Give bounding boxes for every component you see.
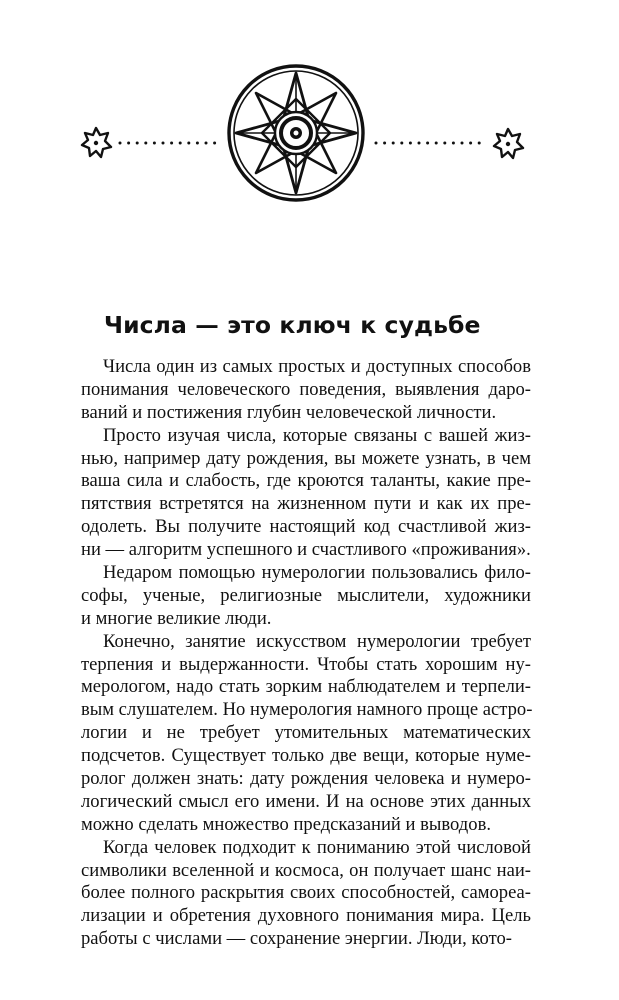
- text-line: мерологом, надо стать зорким наблюдателем и терпели-: [81, 676, 531, 698]
- ornament-dot: [127, 142, 130, 145]
- ornament-dot: [179, 142, 182, 145]
- text-line: ни — алгоритм успешного и счастливого «проживания».: [81, 539, 531, 561]
- text-line: Конечно, занятие искусством нумерологии требует: [103, 630, 531, 652]
- text-line: подсчетов. Существует только две вещи, которые нуме-: [81, 745, 531, 767]
- ornament-dot: [426, 142, 429, 145]
- ornament-dot: [144, 142, 147, 145]
- ornament-dot: [400, 142, 403, 145]
- header-ornament: [0, 0, 619, 240]
- ornament-dot: [196, 142, 199, 145]
- text-line: ролог должен знать: дату рождения человека и нумеро-: [81, 768, 531, 790]
- text-line: терпения и выдержанности. Чтобы стать хорошим ну-: [81, 653, 531, 675]
- ornament-dot: [435, 142, 438, 145]
- text-line: понимания человеческого поведения, выявления даро-: [81, 378, 531, 400]
- star-icon-left: [82, 128, 111, 157]
- ornament-dot: [409, 142, 412, 145]
- text-line: Числа один из самых простых и доступных способов: [103, 356, 531, 377]
- text-line: можно сделать множество предсказаний и выводов.: [81, 813, 491, 835]
- ornament-dot: [162, 142, 165, 145]
- ornament-dot: [187, 142, 190, 145]
- text-line: символики вселенной и космоса, он получает шанс наи-: [81, 859, 531, 881]
- ornament-dot: [392, 142, 395, 145]
- text-line: более полного раскрытия своих способностей, самореа-: [81, 882, 531, 904]
- right-dotted-line: [375, 142, 481, 145]
- page-title: Числа — это ключ к судьбе: [104, 311, 481, 339]
- ornament-dot: [170, 142, 173, 145]
- text-line: одолеть. Вы получите настоящий код счастливой жиз-: [81, 516, 531, 538]
- star-icon-right: [494, 129, 523, 158]
- text-line: работы с числами — сохранение энергии. Люди, кото-: [81, 928, 512, 950]
- ornament-dot: [478, 142, 481, 145]
- text-line: Недаром помощью нумерологии пользовались фило-: [103, 562, 531, 584]
- ornament-dot: [136, 142, 139, 145]
- ornament-dot: [469, 142, 472, 145]
- text-line: и многие великие люди.: [81, 607, 272, 629]
- ornament-dot: [153, 142, 156, 145]
- text-line: Просто изучая числа, которые связаны с вашей жиз-: [103, 424, 531, 446]
- text-line: лизации и обретения духовного понимания мира. Цель: [81, 905, 531, 927]
- text-line: Когда человек подходит к пониманию этой числовой: [103, 836, 531, 858]
- text-line: ваша сила и слабость, где кроются таланты, какие пре-: [81, 470, 531, 492]
- text-line: логический смысл его имени. И на основе этих данных: [81, 790, 531, 812]
- ornament-dot: [213, 142, 216, 145]
- text-line: софы, ученые, религиозные мыслители, художники: [81, 584, 531, 606]
- text-line: вым слушателем. Но нумерология намного проще астро-: [81, 699, 533, 721]
- ornament-dot: [418, 142, 421, 145]
- ornament-dot: [375, 142, 378, 145]
- compass-rose-emblem: [229, 66, 363, 200]
- ornament-dot: [461, 142, 464, 145]
- ornament-dot: [119, 142, 122, 145]
- text-line: нью, например дату рождения, вы можете узнать, в чем: [81, 447, 531, 469]
- ornament-dot: [383, 142, 386, 145]
- body-text: [81, 356, 531, 951]
- text-line: пятствия встретятся на жизненном пути и как их пре-: [81, 493, 531, 515]
- text-line: ваний и постижения глубин человеческой личности.: [81, 401, 497, 423]
- left-dotted-line: [119, 142, 217, 145]
- text-line: логии и не требует утомительных математических: [81, 722, 531, 744]
- ornament-dot: [205, 142, 208, 145]
- ornament-dot: [443, 142, 446, 145]
- ornament-dot: [452, 142, 455, 145]
